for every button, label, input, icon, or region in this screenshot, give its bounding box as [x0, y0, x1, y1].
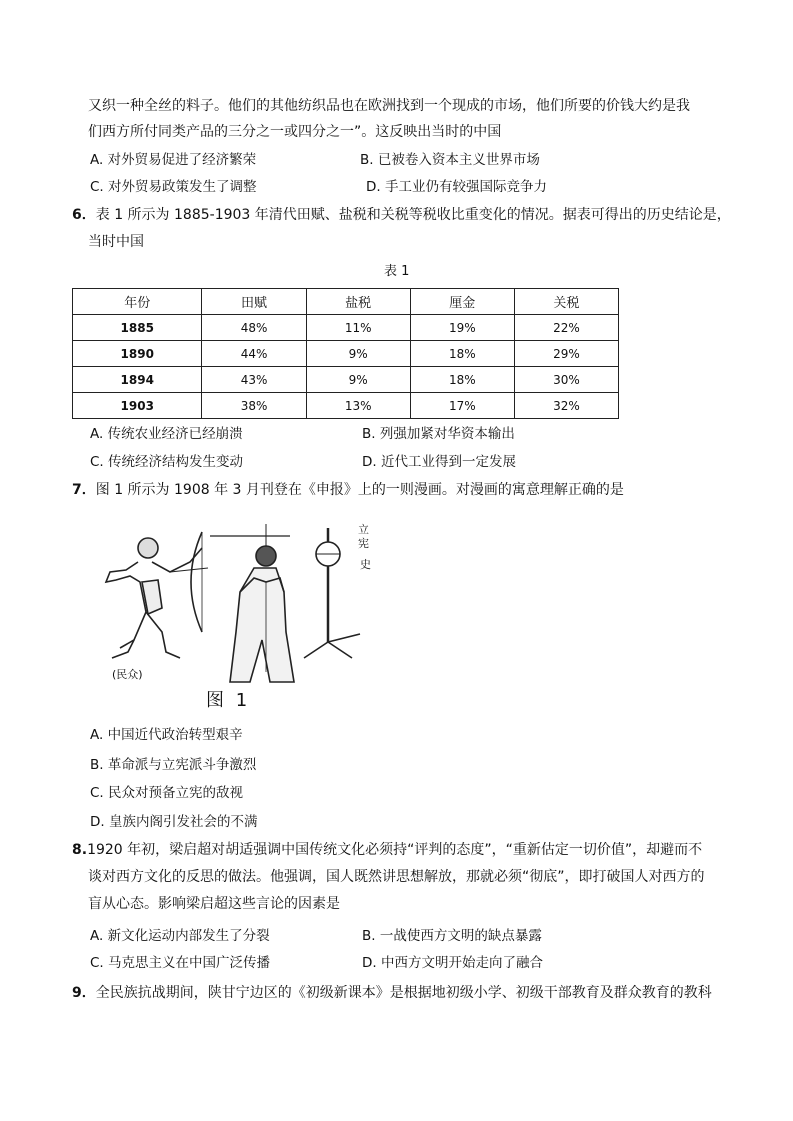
archer-illustration: [106, 532, 208, 658]
q8-number: 8.: [72, 842, 88, 858]
table-cell-year: 1890: [73, 341, 202, 367]
q8-stem-line-2: 谈对西方文化的反思的做法。他强调，国人既然讲思想解放，那就必须“彻底”，即打破国人对西方的: [88, 869, 705, 885]
table-cell: 18%: [410, 367, 514, 393]
table-cell: 13%: [306, 393, 410, 419]
q7-number: 7．: [72, 482, 96, 498]
table-row: [73, 393, 619, 419]
q7-option-d: D. 皇族内阁引发社会的不满: [90, 814, 258, 830]
table-cell: 11%: [306, 315, 410, 341]
table-cell: 19%: [410, 315, 514, 341]
q5-continuation-line-2: 们西方所付同类产品的三分之一或四分之一”。这反映出当时的中国: [88, 124, 502, 140]
q8-option-a: A. 新文化运动内部发生了分裂: [90, 928, 270, 944]
table-row: [73, 315, 619, 341]
target-label-col1: 立: [358, 523, 369, 536]
tax-share-table: [72, 288, 619, 419]
q6-stem-line-2: 当时中国: [88, 234, 144, 250]
table-cell: 44%: [202, 341, 306, 367]
q9-number: 9．: [72, 985, 96, 1001]
q9-stem-text: 全民族抗战期间，陕甘宁边区的《初级新课本》是根据地初级小学、初级干部教育及群众教育的教科: [95, 985, 712, 1001]
q8-option-d: D. 中西方文明开始走向了融合: [362, 955, 543, 971]
table-cell: 9%: [306, 341, 410, 367]
q7-stem: [72, 480, 624, 500]
q7-option-a: A. 中国近代政治转型艰辛: [90, 727, 243, 743]
table-cell: 17%: [410, 393, 514, 419]
q6-option-c: C. 传统经济结构发生变动: [90, 454, 244, 470]
table-row: [73, 341, 619, 367]
q6-table-title: 表 1: [384, 264, 410, 279]
official-illustration: [210, 524, 294, 682]
q9-stem-line-1: [72, 983, 712, 1003]
table-row: [73, 367, 619, 393]
q8-option-c: C. 马克思主义在中国广泛传播: [90, 955, 271, 971]
table-cell-year: 1885: [73, 315, 202, 341]
q6-option-b: B. 列强加紧对华资本输出: [362, 426, 515, 442]
q7-option-b: B. 革命派与立宪派斗争激烈: [90, 757, 257, 773]
people-label: (民众): [112, 668, 143, 681]
q7-option-c: C. 民众对预备立宪的敌视: [90, 785, 244, 801]
table-cell: 9%: [306, 367, 410, 393]
table-cell: 18%: [410, 341, 514, 367]
q6-number: 6．: [72, 207, 96, 223]
table-header-cell: 年份: [73, 289, 202, 315]
table-cell-year: 1903: [73, 393, 202, 419]
table-cell: 29%: [514, 341, 618, 367]
table-cell: 22%: [514, 315, 618, 341]
target-label-col3: 史: [360, 558, 371, 571]
q5-option-b: B. 已被卷入资本主义世界市场: [360, 152, 540, 168]
table-cell: 32%: [514, 393, 618, 419]
cartoon-figure: [90, 522, 390, 712]
figure-caption: 图 1: [206, 690, 251, 711]
table-header-row: [73, 289, 619, 315]
table-header-cell: 盐税: [306, 289, 410, 315]
table-cell: 38%: [202, 393, 306, 419]
table-header-cell: 田赋: [202, 289, 306, 315]
q5-option-d: D. 手工业仍有较强国际竞争力: [366, 179, 547, 195]
q8-stem-line-1: [72, 840, 702, 860]
target-label-col2: 宪: [358, 537, 369, 550]
q8-stem-line-3: 盲从心态。影响梁启超这些言论的因素是: [88, 896, 340, 912]
table-cell: 43%: [202, 367, 306, 393]
q5-continuation-line-1: 又织一种全丝的料子。他们的其他纺织品也在欧洲找到一个现成的市场，他们所要的价钱大约是我: [88, 98, 690, 114]
q8-option-b: B. 一战使西方文明的缺点暴露: [362, 928, 542, 944]
q5-option-c: C. 对外贸易政策发生了调整: [90, 179, 257, 195]
table-header-cell: 厘金: [410, 289, 514, 315]
q6-stem-line-1: [72, 205, 731, 225]
q6-option-d: D. 近代工业得到一定发展: [362, 454, 516, 470]
q5-option-a: A. 对外贸易促进了经济繁荣: [90, 152, 257, 168]
table-cell-year: 1894: [73, 367, 202, 393]
target-stand-illustration: [304, 528, 360, 658]
table-cell: 30%: [514, 367, 618, 393]
q6-option-a: A. 传统农业经济已经崩溃: [90, 426, 243, 442]
q7-stem-text: 图 1 所示为 1908 年 3 月刊登在《申报》上的一则漫画。对漫画的寓意理解正确的是: [95, 482, 624, 498]
table-header-cell: 关税: [514, 289, 618, 315]
table-cell: 48%: [202, 315, 306, 341]
q6-stem-text: 表 1 所示为 1885-1903 年清代田赋、盐税和关税等税收比重变化的情况。据表可得出的历史结论是，: [95, 207, 731, 223]
q8-stem-text: 1920 年初，梁启超对胡适强调中国传统文化必须持“评判的态度”，“重新估定一切价值”，却避而不: [87, 842, 703, 858]
